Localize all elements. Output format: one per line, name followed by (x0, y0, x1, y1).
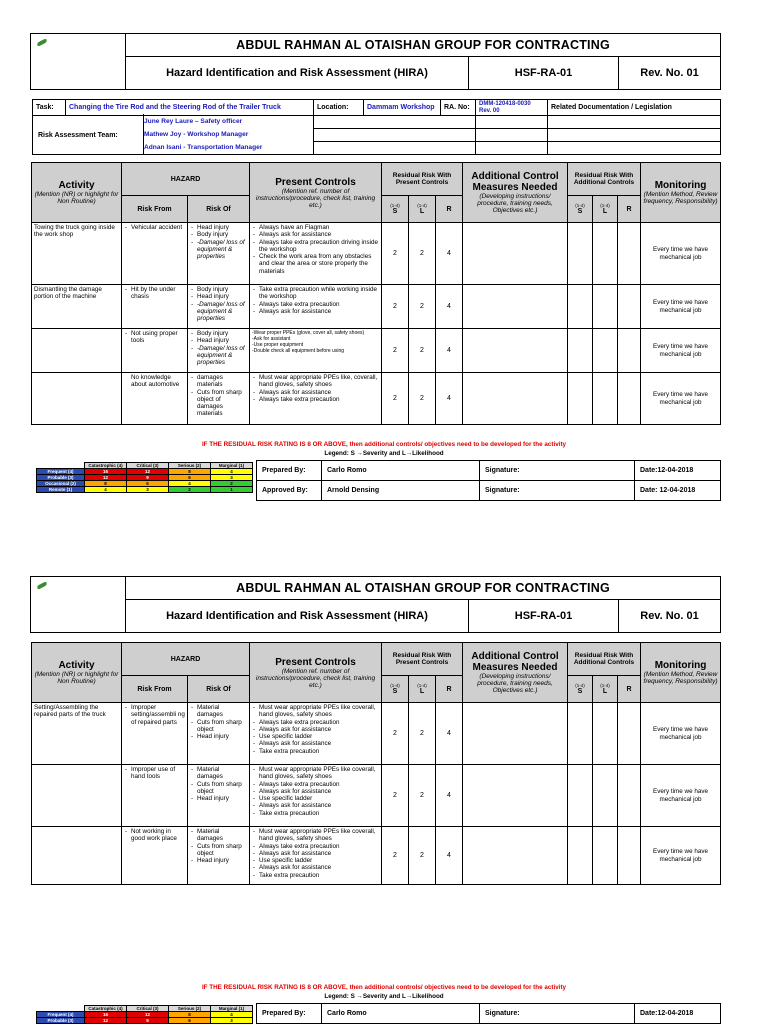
risk-of-list (190, 828, 247, 864)
matrix-cell: 12 (127, 1012, 169, 1018)
matrix-col-label: Marginal (1) (211, 463, 253, 469)
matrix-cell: 8 (169, 1012, 211, 1018)
task-label: Task: (33, 100, 66, 116)
leaf-icon (37, 581, 47, 590)
list-item: - Not working in good work place (131, 828, 185, 843)
location-label: Location: (314, 100, 364, 116)
list-item: - Check the work area from any obstacles and clear the area or store properly the materials (259, 253, 379, 275)
likelihood-cell: 2 (409, 373, 436, 425)
approved-name: Arnold Densing (322, 481, 480, 501)
control-line: -Wear proper PPEs (glove, cover all, safety shoes) (252, 330, 365, 336)
likelihood2-header: (1-4) L (593, 196, 618, 223)
risk-from-header: Risk From (122, 196, 188, 223)
form-number: HSF-RA-01 (469, 600, 619, 633)
list-item: - Always ask for assistance (259, 308, 379, 315)
list-item: - Body injury (197, 330, 247, 337)
company-name: ABDUL RAHMAN AL OTAISHAN GROUP FOR CONTRACTING (126, 577, 721, 600)
revision-number: Rev. No. 01 (619, 57, 721, 90)
matrix-col-label: Marginal (1) (211, 1006, 253, 1012)
matrix-cell: 4 (169, 481, 211, 487)
likelihood2-cell (593, 703, 618, 765)
present-controls-header: Present Controls (Mention ref. number of instructions/procedure, check list, training etc.) (250, 643, 382, 703)
prepared-name: Carlo Romo (322, 461, 480, 481)
team-label: Risk Assessment Team: (38, 131, 118, 139)
list-item: - Always take extra precaution (259, 301, 379, 308)
severity-cell: 2 (382, 223, 409, 285)
activity-cell: Setting/Assembling the repaired parts of the truck (32, 703, 122, 765)
prepared-date: Date:12-04-2018 (635, 461, 721, 481)
controls-list (252, 828, 379, 879)
matrix-cell: 6 (169, 475, 211, 481)
list-item: - Not using proper tools (131, 330, 185, 345)
risk-of-cell (188, 703, 250, 765)
risk-from-text: No knowledge about automotive (131, 374, 180, 389)
matrix-cell: 4 (211, 1012, 253, 1018)
activity-cell: Dismantling the damage portion of the machine (32, 285, 122, 329)
residual-risk-header: Residual Risk With Present Controls (382, 643, 463, 676)
monitoring-header: Monitoring (Mention Method, Review frequency, Responsibility) (641, 163, 721, 223)
controls-list (252, 766, 379, 817)
matrix-col-label: Catastrophic (4) (85, 463, 127, 469)
likelihood-header: (1-4) L (409, 676, 436, 703)
list-item: - Must wear appropriate PPEs like coverall, hand gloves, safety shoes (259, 766, 379, 781)
company-name: ABDUL RAHMAN AL OTAISHAN GROUP FOR CONTRACTING (126, 34, 721, 57)
risk-of-list (190, 766, 247, 802)
rating-cell: 4 (436, 373, 463, 425)
matrix-cell: 9 (127, 1018, 169, 1024)
list-item: - Must wear appropriate PPEs like coverall, hand gloves, safety shoes (259, 704, 379, 719)
prepared-label: Prepared By: (257, 461, 322, 481)
control-line: -Ask for assistant (252, 336, 291, 342)
risk-from-cell (122, 765, 188, 827)
matrix-cell: 2 (211, 481, 253, 487)
list-item: - Always take extra precaution driving inside the workshop (259, 239, 379, 254)
severity2-header: (1-4) S (568, 676, 593, 703)
rating2-header: R (618, 676, 641, 703)
rating-cell: 4 (436, 285, 463, 329)
matrix-col-label: Critical (3) (127, 1006, 169, 1012)
monitoring-cell: Every time we have mechanical job (641, 827, 721, 885)
signoff-table (256, 1003, 721, 1024)
residual-risk-additional-header: Residual Risk With Additional Controls (568, 643, 641, 676)
rating2-cell (618, 703, 641, 765)
severity2-cell (568, 703, 593, 765)
list-item: - -Damage/ loss of equipment & properties (197, 345, 247, 367)
matrix-col-label: Serious (2) (169, 463, 211, 469)
matrix-col-label: Catastrophic (4) (85, 1006, 127, 1012)
list-item: - Always ask for assistance (259, 788, 379, 795)
risk-warning: IF THE RESIDUAL RISK RATING IS 8 OR ABOVE, then additional controls/ objectives need to be developed for the activity (201, 441, 567, 448)
likelihood2-header: (1-4) L (593, 676, 618, 703)
document-title: Hazard Identification and Risk Assessment (HIRA) (126, 57, 469, 90)
related-docs-label: Related Documentation / Legislation (548, 100, 721, 116)
list-item: - Hit by the under chasis (131, 286, 185, 301)
likelihood-header: (1-4) L (409, 196, 436, 223)
document-title: Hazard Identification and Risk Assessment (HIRA) (126, 600, 469, 633)
control-line: -Use proper equipment (252, 342, 304, 348)
legend-text: Legend: S →Severity and L→Likelihood (324, 993, 444, 1000)
list-item: - Material damages (197, 828, 247, 843)
monitoring-cell: Every time we have mechanical job (641, 765, 721, 827)
matrix-row-label: Frequent (4) (37, 1012, 85, 1018)
list-item: - Cuts from sharp object (197, 781, 247, 796)
signature-label: Signature: (480, 481, 635, 501)
hazard-header: HAZARD (122, 643, 250, 676)
likelihood-cell: 2 (409, 285, 436, 329)
risk-warning: IF THE RESIDUAL RISK RATING IS 8 OR ABOVE, then additional controls/ objectives need to be developed for the activity (201, 984, 567, 991)
list-item: - Head injury (197, 733, 247, 740)
risk-from-list (124, 704, 185, 726)
additional-controls-cell (463, 703, 568, 765)
monitoring-header: Monitoring (Mention Method, Review frequency, Responsibility) (641, 643, 721, 703)
matrix-cell: 8 (169, 469, 211, 475)
rating2-cell (618, 827, 641, 885)
severity-cell: 2 (382, 827, 409, 885)
revision-number: Rev. No. 01 (619, 600, 721, 633)
rating-cell: 4 (436, 827, 463, 885)
risk-from-header: Risk From (122, 676, 188, 703)
matrix-cell: 3 (211, 475, 253, 481)
list-item: - Material damages (197, 704, 247, 719)
list-item: - Material damages (197, 766, 247, 781)
matrix-cell: 8 (85, 481, 127, 487)
matrix-cell: 4 (211, 469, 253, 475)
matrix-cell: 6 (127, 481, 169, 487)
list-item: - Take extra precaution (259, 810, 379, 817)
control-line: -Double check all equipment before using (252, 348, 344, 354)
rating-cell: 4 (436, 329, 463, 373)
list-item: - Use specific ladder (259, 857, 379, 864)
matrix-row-label: Remote (1) (37, 487, 85, 493)
additional-controls-cell (463, 765, 568, 827)
list-item: - Use specific ladder (259, 733, 379, 740)
present-controls-cell (250, 703, 382, 765)
task-value: Changing the Tire Rod and the Steering Rod of the Trailer Truck (66, 100, 314, 116)
table-row (32, 703, 721, 765)
legend-text: Legend: S →Severity and L→Likelihood (324, 450, 444, 457)
matrix-cell: 1 (211, 487, 253, 493)
matrix-cell: 6 (169, 1018, 211, 1024)
prepared-name: Carlo Romo (322, 1004, 480, 1024)
location-value: Dammam Workshop (364, 100, 441, 116)
rating2-cell (618, 765, 641, 827)
residual-risk-header: Residual Risk With Present Controls (382, 163, 463, 196)
matrix-row-label: Frequent (4) (37, 469, 85, 475)
document-header (30, 576, 721, 633)
present-controls-header: Present Controls (Mention ref. number of instructions/procedure, check list, training etc.) (250, 163, 382, 223)
list-item: - damages materials (197, 374, 247, 389)
severity-header: (1-4) S (382, 196, 409, 223)
severity2-header: (1-4) S (568, 196, 593, 223)
risk-from-list (124, 766, 185, 781)
additional-controls-header: Additional Control Measures Needed (Developing instructions/ procedure, training needs, Objectives etc.) (463, 163, 568, 223)
team-member: Mathew Joy - Workshop Manager (144, 131, 249, 138)
matrix-row (37, 1018, 253, 1024)
list-item: - Always ask for assistance (259, 389, 379, 396)
rating-cell: 4 (436, 703, 463, 765)
rating-header: R (436, 196, 463, 223)
matrix-cell: 12 (85, 1018, 127, 1024)
risk-matrix (36, 1005, 253, 1024)
signature-label: Signature: (480, 461, 635, 481)
monitoring-cell: Every time we have mechanical job (641, 285, 721, 329)
list-item: - Must wear appropriate PPEs like coverall, hand gloves, safety shoes (259, 828, 379, 843)
form-number: HSF-RA-01 (469, 57, 619, 90)
list-item: - Always take extra precaution (259, 396, 379, 403)
list-item: - Improper use of hand tools (131, 766, 185, 781)
activity-cell: Towing the truck going inside the work shop (32, 223, 122, 285)
matrix-cell: 3 (211, 1018, 253, 1024)
rating-cell: 4 (436, 765, 463, 827)
matrix-col-label: Serious (2) (169, 1006, 211, 1012)
list-item: - Always ask for assistance (259, 726, 379, 733)
activity-cell (32, 827, 122, 885)
activity-cell (32, 765, 122, 827)
list-item: - Take extra precaution while working inside the workshop (259, 286, 379, 301)
residual-risk-additional-header: Residual Risk With Additional Controls (568, 163, 641, 196)
list-item: - Vehicular accident (131, 224, 185, 231)
matrix-cell: 12 (127, 469, 169, 475)
prepared-date: Date:12-04-2018 (635, 1004, 721, 1024)
list-item: - Always have an Flagman (259, 224, 379, 231)
severity-cell: 2 (382, 329, 409, 373)
team-member: June Rey Laure – Safety officer (144, 118, 243, 125)
risk-from-list (124, 828, 185, 843)
additional-controls-header: Additional Control Measures Needed (Developing instructions/ procedure, training needs, Objectives etc.) (463, 643, 568, 703)
list-item: - Use specific ladder (259, 795, 379, 802)
list-item: - Must wear appropriate PPEs like, coverall, hand gloves, safety shoes (259, 374, 379, 389)
matrix-row-label: Occasional (2) (37, 481, 85, 487)
severity-cell: 2 (382, 373, 409, 425)
severity2-cell (568, 827, 593, 885)
severity-header: (1-4) S (382, 676, 409, 703)
list-item: - Always ask for assistance (259, 740, 379, 747)
matrix-row-label: Probable (3) (37, 475, 85, 481)
likelihood-cell: 2 (409, 703, 436, 765)
team-member: Adnan Isani - Transportation Manager (144, 144, 263, 151)
list-item: - Body injury (197, 286, 247, 293)
hazard-table (31, 642, 721, 885)
monitoring-cell: Every time we have mechanical job (641, 703, 721, 765)
activity-header: Activity (Mention (NR) or highlight for Non Routine) (32, 643, 122, 703)
risk-of-header: Risk Of (188, 676, 250, 703)
ra-label: RA. No: (441, 100, 476, 116)
signature-label: Signature: (480, 1004, 635, 1024)
matrix-cell: 2 (169, 487, 211, 493)
risk-from-cell (122, 703, 188, 765)
risk-from-cell (122, 827, 188, 885)
likelihood-cell: 2 (409, 827, 436, 885)
hazard-header: HAZARD (122, 163, 250, 196)
risk-of-list (190, 704, 247, 740)
list-item: - Always ask for assistance (259, 802, 379, 809)
list-item: - Head injury (197, 337, 247, 344)
list-item: - Always ask for assistance (259, 231, 379, 238)
list-item: - Take extra precaution (259, 872, 379, 879)
approved-label: Approved By: (257, 481, 322, 501)
likelihood-cell: 2 (409, 765, 436, 827)
matrix-cell: 9 (127, 475, 169, 481)
severity-cell: 2 (382, 285, 409, 329)
table-row (32, 765, 721, 827)
list-item: - Improper setting/assembli ng of repaired parts (131, 704, 185, 726)
additional-controls-cell (463, 827, 568, 885)
present-controls-cell (250, 765, 382, 827)
rating-cell: 4 (436, 223, 463, 285)
risk-of-cell (188, 827, 250, 885)
likelihood-cell: 2 (409, 329, 436, 373)
list-item: - Body injury (197, 231, 247, 238)
likelihood-cell: 2 (409, 223, 436, 285)
rating2-header: R (618, 196, 641, 223)
list-item: - Head injury (197, 224, 247, 231)
risk-of-header: Risk Of (188, 196, 250, 223)
controls-list (252, 704, 379, 755)
risk-of-cell (188, 765, 250, 827)
list-item: - Cuts from sharp object of damages materials (197, 389, 247, 418)
severity2-cell (568, 765, 593, 827)
list-item: - Cuts from sharp object (197, 843, 247, 858)
list-item: - -Damage/ loss of equipment & properties (197, 301, 247, 323)
matrix-cell: 4 (85, 487, 127, 493)
list-item: - Always take extra precaution (259, 719, 379, 726)
present-controls-cell (250, 827, 382, 885)
list-item: - Always ask for assistance (259, 850, 379, 857)
list-item: - Head injury (197, 795, 247, 802)
company-logo (31, 577, 126, 633)
list-item: - Cuts from sharp object (197, 719, 247, 734)
matrix-cell: 16 (85, 1012, 127, 1018)
table-row (32, 827, 721, 885)
activity-header: Activity (Mention (NR) or highlight for Non Routine) (32, 163, 122, 223)
matrix-col-label: Critical (3) (127, 463, 169, 469)
approved-date: Date: 12-04-2018 (635, 481, 721, 501)
monitoring-cell: Every time we have mechanical job (641, 373, 721, 425)
matrix-cell: 3 (127, 487, 169, 493)
monitoring-cell: Every time we have mechanical job (641, 329, 721, 373)
list-item: - Take extra precaution (259, 748, 379, 755)
list-item: - Always take extra precaution (259, 843, 379, 850)
likelihood2-cell (593, 827, 618, 885)
list-item: - Head injury (197, 293, 247, 300)
list-item: - Head injury (197, 857, 247, 864)
matrix-row-label: Probable (3) (37, 1018, 85, 1024)
likelihood2-cell (593, 765, 618, 827)
ra-value: DMM-120418-0030 Rev. 00 (476, 100, 548, 116)
matrix-cell: 12 (85, 475, 127, 481)
list-item: - -Damage/ loss of equipment & properties (197, 239, 247, 261)
prepared-label: Prepared By: (257, 1004, 322, 1024)
rating-header: R (436, 676, 463, 703)
matrix-cell: 16 (85, 469, 127, 475)
severity-cell: 2 (382, 703, 409, 765)
list-item: - Always take extra precaution (259, 781, 379, 788)
severity-cell: 2 (382, 765, 409, 827)
list-item: - Always ask for assistance (259, 864, 379, 871)
monitoring-cell: Every time we have mechanical job (641, 223, 721, 285)
